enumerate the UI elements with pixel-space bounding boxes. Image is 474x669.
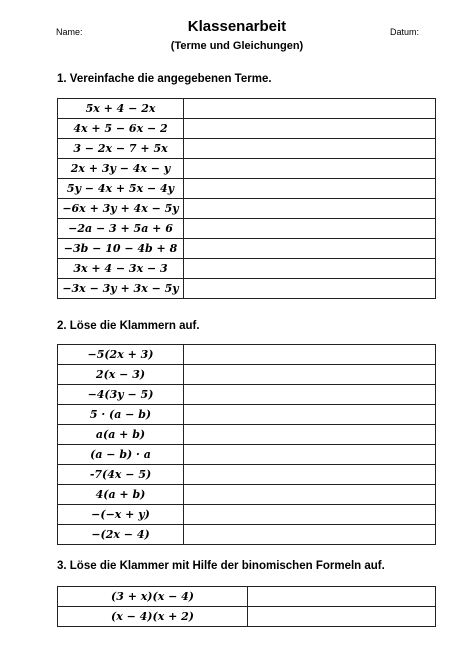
answer-cell[interactable] <box>184 259 436 279</box>
term-cell: 2(x − 3) <box>58 365 184 385</box>
table-row <box>58 219 436 239</box>
section-1-table <box>57 98 436 299</box>
term-cell: −(−x + y) <box>58 505 184 525</box>
term-cell: −3b − 10 − 4b + 8 <box>58 239 184 259</box>
table-row <box>58 405 436 425</box>
term-cell: 5x + 4 − 2x <box>58 99 184 119</box>
table-row <box>58 445 436 465</box>
page-subtitle: (Terme und Gleichungen) <box>170 40 304 52</box>
page-title: Klassenarbeit <box>187 18 287 35</box>
term-cell: 2x + 3y − 4x − y <box>58 159 184 179</box>
section-3-table <box>57 586 436 627</box>
term-cell: 3x + 4 − 3x − 3 <box>58 259 184 279</box>
answer-cell[interactable] <box>184 139 436 159</box>
table-row <box>58 465 436 485</box>
table-row <box>58 425 436 445</box>
section-1-title: 1. Vereinfache die angegebenen Terme. <box>57 73 272 85</box>
term-cell: 5 · (a − b) <box>58 405 184 425</box>
answer-cell[interactable] <box>184 279 436 299</box>
answer-cell[interactable] <box>184 179 436 199</box>
section-3-title: 3. Löse die Klammer mit Hilfe der binomischen Formeln auf. <box>57 560 385 572</box>
table-row <box>58 587 436 607</box>
table-row <box>58 159 436 179</box>
term-cell: 3 − 2x − 7 + 5x <box>58 139 184 159</box>
table-row <box>58 259 436 279</box>
answer-cell[interactable] <box>184 199 436 219</box>
answer-cell[interactable] <box>184 525 436 545</box>
term-cell: 5y − 4x + 5x − 4y <box>58 179 184 199</box>
term-cell: 4(a + b) <box>58 485 184 505</box>
name-label: Name: <box>56 27 83 37</box>
table-row <box>58 179 436 199</box>
term-cell: 4x + 5 − 6x − 2 <box>58 119 184 139</box>
term-cell: −(2x − 4) <box>58 525 184 545</box>
answer-cell[interactable] <box>184 119 436 139</box>
term-cell: (x − 4)(x + 2) <box>58 607 248 627</box>
term-cell: (a − b) · a <box>58 445 184 465</box>
table-row <box>58 505 436 525</box>
term-cell: -7(4x − 5) <box>58 465 184 485</box>
table-row <box>58 607 436 627</box>
table-row <box>58 139 436 159</box>
answer-cell[interactable] <box>248 587 436 607</box>
date-label: Datum: <box>390 27 420 37</box>
answer-cell[interactable] <box>248 607 436 627</box>
answer-cell[interactable] <box>184 99 436 119</box>
table-row <box>58 345 436 365</box>
section-2-title: 2. Löse die Klammern auf. <box>57 320 200 332</box>
answer-cell[interactable] <box>184 345 436 365</box>
answer-cell[interactable] <box>184 365 436 385</box>
answer-cell[interactable] <box>184 159 436 179</box>
term-cell: −2a − 3 + 5a + 6 <box>58 219 184 239</box>
answer-cell[interactable] <box>184 485 436 505</box>
answer-cell[interactable] <box>184 425 436 445</box>
term-cell: (3 + x)(x − 4) <box>58 587 248 607</box>
table-row <box>58 385 436 405</box>
table-row <box>58 239 436 259</box>
section-2-table <box>57 344 436 545</box>
term-cell: a(a + b) <box>58 425 184 445</box>
table-row <box>58 279 436 299</box>
term-cell: −6x + 3y + 4x − 5y <box>58 199 184 219</box>
answer-cell[interactable] <box>184 445 436 465</box>
table-row <box>58 485 436 505</box>
table-row <box>58 365 436 385</box>
table-row <box>58 199 436 219</box>
answer-cell[interactable] <box>184 465 436 485</box>
answer-cell[interactable] <box>184 405 436 425</box>
table-row <box>58 525 436 545</box>
answer-cell[interactable] <box>184 385 436 405</box>
term-cell: −4(3y − 5) <box>58 385 184 405</box>
term-cell: −3x − 3y + 3x − 5y <box>58 279 184 299</box>
term-cell: −5(2x + 3) <box>58 345 184 365</box>
answer-cell[interactable] <box>184 219 436 239</box>
answer-cell[interactable] <box>184 505 436 525</box>
answer-cell[interactable] <box>184 239 436 259</box>
table-row <box>58 119 436 139</box>
table-row <box>58 99 436 119</box>
